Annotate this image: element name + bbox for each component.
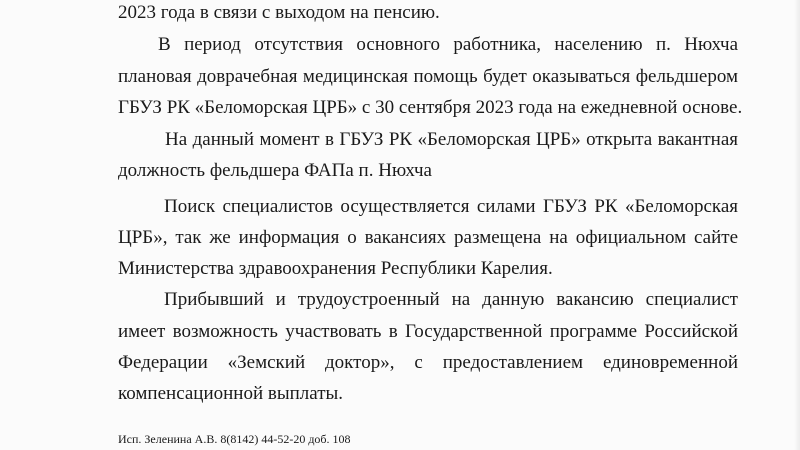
text-line: Министерства здравоохранения Республики Карелия.	[118, 258, 553, 279]
text-line: должность фельдшера ФАПа п. Нюхча	[118, 160, 432, 181]
text-line: На данный момент в ГБУЗ РК «Беломорская ЦРБ» открыта вакантная	[165, 129, 738, 150]
text-line: плановая доврачебная медицинская помощь будет оказываться фельдшером	[118, 66, 738, 87]
page-edge-shadow	[794, 0, 800, 450]
text-line: 2023 года в связи с выходом на пенсию.	[118, 2, 440, 23]
text-line: Поиск специалистов осуществляется силами ГБУЗ РК «Беломорская	[164, 196, 738, 217]
text-line: В период отсутствия основного работника, населению п. Нюхча	[158, 34, 738, 55]
text-line: компенсационной выплаты.	[118, 383, 344, 404]
text-line: имеет возможность участвовать в Государственной программе Российской	[118, 321, 738, 342]
text-line: Федерации «Земский доктор», с предоставлением единовременной	[118, 352, 738, 373]
text-line: ГБУЗ РК «Беломорская ЦРБ» с 30 сентября 2023 года на ежедневной основе.	[118, 97, 743, 118]
contact-footer: Исп. Зеленина А.В. 8(8142) 44-52-20 доб. 108	[118, 432, 351, 446]
text-line: ЦРБ», так же информация о вакансиях размещена на официальном сайте	[118, 227, 738, 248]
text-line: Прибывший и трудоустроенный на данную вакансию специалист	[164, 289, 738, 310]
